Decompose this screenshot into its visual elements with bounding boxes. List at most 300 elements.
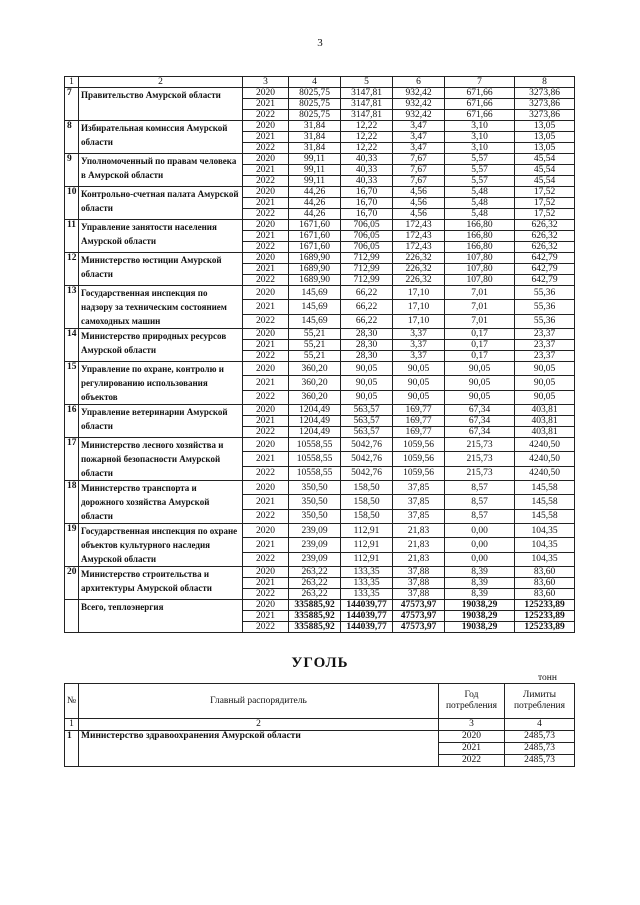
value-cell: 125233,89 <box>515 600 575 611</box>
value-cell: 563,57 <box>341 416 393 427</box>
year-cell: 2022 <box>243 552 289 566</box>
value-cell: 8,57 <box>445 495 515 509</box>
value-cell: 99,11 <box>289 165 341 176</box>
value-cell: 172,43 <box>393 231 445 242</box>
value-cell: 12,22 <box>341 132 393 143</box>
column-header-year: Год потребления <box>439 684 505 719</box>
distributor-name: Министерство природных ресурсов Амурской области <box>79 329 243 362</box>
value-cell: 104,35 <box>515 538 575 552</box>
value-cell: 90,05 <box>445 390 515 404</box>
value-cell: 12,22 <box>341 143 393 154</box>
value-cell: 31,84 <box>289 143 341 154</box>
row-number: 15 <box>65 362 79 405</box>
value-cell: 66,22 <box>341 314 393 328</box>
distributor-name: Государственная инспекция по надзору за техническим состоянием самоходных машин <box>79 286 243 329</box>
value-cell: 3147,81 <box>341 88 393 99</box>
value-cell: 4240,50 <box>515 452 575 466</box>
value-cell: 107,80 <box>445 264 515 275</box>
value-cell: 1689,90 <box>289 264 341 275</box>
value-cell: 166,80 <box>445 242 515 253</box>
value-cell: 5,57 <box>445 165 515 176</box>
year-cell: 2020 <box>243 154 289 165</box>
value-cell: 626,32 <box>515 242 575 253</box>
coal-units-label: тонн <box>538 673 557 683</box>
value-cell: 125233,89 <box>515 622 575 633</box>
value-cell: 8025,75 <box>289 110 341 121</box>
value-cell: 83,60 <box>515 578 575 589</box>
year-cell: 2021 <box>243 416 289 427</box>
value-cell: 44,26 <box>289 198 341 209</box>
value-cell: 932,42 <box>393 110 445 121</box>
value-cell: 335885,92 <box>289 611 341 622</box>
year-cell: 2021 <box>243 198 289 209</box>
value-cell: 45,54 <box>515 154 575 165</box>
value-cell: 5,48 <box>445 187 515 198</box>
value-cell: 263,22 <box>289 578 341 589</box>
value-cell: 1671,60 <box>289 242 341 253</box>
value-cell: 3,37 <box>393 340 445 351</box>
year-cell: 2022 <box>243 509 289 523</box>
value-cell: 10558,55 <box>289 438 341 452</box>
row-number: 17 <box>65 438 79 481</box>
value-cell: 0,17 <box>445 340 515 351</box>
value-cell: 3,37 <box>393 351 445 362</box>
distributor-name: Контрольно-счетная палата Амурской области <box>79 187 243 220</box>
value-cell: 239,09 <box>289 538 341 552</box>
value-cell: 335885,92 <box>289 600 341 611</box>
value-cell: 8,39 <box>445 589 515 600</box>
value-cell: 0,00 <box>445 524 515 538</box>
value-cell: 7,01 <box>445 300 515 314</box>
value-cell: 4,56 <box>393 209 445 220</box>
distributor-name: Управление ветеринарии Амурской области <box>79 405 243 438</box>
table-row <box>65 731 575 743</box>
table-row <box>65 187 575 198</box>
value-cell: 626,32 <box>515 220 575 231</box>
value-cell: 133,35 <box>341 578 393 589</box>
value-cell: 671,66 <box>445 88 515 99</box>
column-index-header: 6 <box>393 77 445 88</box>
value-cell: 1689,90 <box>289 253 341 264</box>
value-cell: 37,88 <box>393 567 445 578</box>
year-cell: 2022 <box>243 427 289 438</box>
distributor-name: Управление по охране, контролю и регулированию использования объектов <box>79 362 243 405</box>
value-cell: 226,32 <box>393 275 445 286</box>
year-cell: 2022 <box>243 622 289 633</box>
value-cell: 671,66 <box>445 110 515 121</box>
value-cell: 7,01 <box>445 286 515 300</box>
distributor-name: Уполномоченный по правам человека в Амурской области <box>79 154 243 187</box>
year-cell: 2020 <box>243 524 289 538</box>
value-cell: 5,48 <box>445 209 515 220</box>
coal-limits-table <box>64 683 575 767</box>
value-cell: 28,30 <box>341 329 393 340</box>
value-cell: 90,05 <box>515 390 575 404</box>
value-cell: 1671,60 <box>289 220 341 231</box>
value-cell: 37,85 <box>393 495 445 509</box>
value-cell: 67,34 <box>445 427 515 438</box>
column-index-header: 1 <box>65 719 79 731</box>
value-cell: 8025,75 <box>289 88 341 99</box>
value-cell: 55,21 <box>289 329 341 340</box>
year-cell: 2020 <box>439 731 505 743</box>
value-cell: 5,57 <box>445 176 515 187</box>
column-index-header: 2 <box>79 719 439 731</box>
value-cell: 145,69 <box>289 300 341 314</box>
distributor-name: Всего, теплоэнергия <box>79 600 243 633</box>
value-cell: 21,83 <box>393 538 445 552</box>
value-cell: 5,57 <box>445 154 515 165</box>
column-header-limits: Лимиты потребления <box>505 684 575 719</box>
value-cell: 145,58 <box>515 481 575 495</box>
value-cell: 0,17 <box>445 351 515 362</box>
value-cell: 350,50 <box>289 481 341 495</box>
value-cell: 55,21 <box>289 351 341 362</box>
row-number: 12 <box>65 253 79 286</box>
year-cell: 2020 <box>243 405 289 416</box>
value-cell: 0,17 <box>445 329 515 340</box>
value-cell: 90,05 <box>515 376 575 390</box>
value-cell: 2485,73 <box>505 731 575 743</box>
value-cell: 403,81 <box>515 416 575 427</box>
column-index-header: 5 <box>341 77 393 88</box>
value-cell: 125233,89 <box>515 611 575 622</box>
value-cell: 642,79 <box>515 264 575 275</box>
value-cell: 66,22 <box>341 300 393 314</box>
value-cell: 23,37 <box>515 340 575 351</box>
row-number <box>65 600 79 633</box>
heat-energy-limits-table <box>64 76 575 633</box>
column-index-header: 8 <box>515 77 575 88</box>
distributor-name: Министерство здравоохранения Амурской области <box>79 731 439 767</box>
year-cell: 2020 <box>243 187 289 198</box>
value-cell: 8025,75 <box>289 99 341 110</box>
table-header-row <box>65 77 575 88</box>
year-cell: 2021 <box>243 264 289 275</box>
table-row <box>65 286 575 300</box>
value-cell: 4,56 <box>393 198 445 209</box>
row-number: 9 <box>65 154 79 187</box>
column-index-header: 1 <box>65 77 79 88</box>
year-cell: 2020 <box>243 567 289 578</box>
value-cell: 3147,81 <box>341 99 393 110</box>
value-cell: 4,56 <box>393 187 445 198</box>
distributor-name: Министерство транспорта и дорожного хозяйства Амурской области <box>79 481 243 524</box>
year-cell: 2021 <box>243 132 289 143</box>
value-cell: 133,35 <box>341 567 393 578</box>
value-cell: 90,05 <box>393 362 445 376</box>
year-cell: 2020 <box>243 121 289 132</box>
year-cell: 2021 <box>243 300 289 314</box>
table-row <box>65 438 575 452</box>
value-cell: 37,88 <box>393 589 445 600</box>
value-cell: 3,10 <box>445 143 515 154</box>
value-cell: 7,01 <box>445 314 515 328</box>
value-cell: 3,37 <box>393 329 445 340</box>
column-index-header: 2 <box>79 77 243 88</box>
value-cell: 37,88 <box>393 578 445 589</box>
value-cell: 3147,81 <box>341 110 393 121</box>
value-cell: 12,22 <box>341 121 393 132</box>
year-cell: 2021 <box>243 99 289 110</box>
value-cell: 112,91 <box>341 524 393 538</box>
value-cell: 40,33 <box>341 154 393 165</box>
value-cell: 104,35 <box>515 552 575 566</box>
column-header-number: № <box>65 684 79 719</box>
year-cell: 2022 <box>243 314 289 328</box>
value-cell: 44,26 <box>289 209 341 220</box>
value-cell: 335885,92 <box>289 622 341 633</box>
value-cell: 145,58 <box>515 495 575 509</box>
table-row <box>65 600 575 611</box>
value-cell: 55,36 <box>515 300 575 314</box>
value-cell: 7,67 <box>393 165 445 176</box>
value-cell: 360,20 <box>289 362 341 376</box>
value-cell: 215,73 <box>445 438 515 452</box>
value-cell: 158,50 <box>341 509 393 523</box>
year-cell: 2021 <box>243 340 289 351</box>
value-cell: 626,32 <box>515 231 575 242</box>
value-cell: 19038,29 <box>445 611 515 622</box>
value-cell: 13,05 <box>515 143 575 154</box>
year-cell: 2022 <box>243 110 289 121</box>
row-number: 19 <box>65 524 79 567</box>
value-cell: 10558,55 <box>289 452 341 466</box>
value-cell: 215,73 <box>445 466 515 480</box>
year-cell: 2021 <box>243 495 289 509</box>
value-cell: 23,37 <box>515 329 575 340</box>
year-cell: 2021 <box>243 231 289 242</box>
value-cell: 99,11 <box>289 154 341 165</box>
value-cell: 5,48 <box>445 198 515 209</box>
value-cell: 37,85 <box>393 481 445 495</box>
row-number: 16 <box>65 405 79 438</box>
row-number: 8 <box>65 121 79 154</box>
year-cell: 2020 <box>243 481 289 495</box>
value-cell: 107,80 <box>445 253 515 264</box>
value-cell: 8,39 <box>445 578 515 589</box>
year-cell: 2022 <box>243 143 289 154</box>
value-cell: 706,05 <box>341 242 393 253</box>
value-cell: 83,60 <box>515 567 575 578</box>
value-cell: 16,70 <box>341 187 393 198</box>
value-cell: 3,10 <box>445 132 515 143</box>
value-cell: 642,79 <box>515 253 575 264</box>
column-index-header: 3 <box>243 77 289 88</box>
value-cell: 90,05 <box>445 376 515 390</box>
value-cell: 642,79 <box>515 275 575 286</box>
value-cell: 90,05 <box>393 376 445 390</box>
coal-header-row <box>65 684 575 719</box>
table-row <box>65 253 575 264</box>
value-cell: 90,05 <box>341 390 393 404</box>
distributor-name: Правительство Амурской области <box>79 88 243 121</box>
value-cell: 28,30 <box>341 351 393 362</box>
year-cell: 2021 <box>439 743 505 755</box>
year-cell: 2021 <box>243 611 289 622</box>
value-cell: 45,54 <box>515 165 575 176</box>
row-number: 10 <box>65 187 79 220</box>
row-number: 13 <box>65 286 79 329</box>
year-cell: 2022 <box>243 351 289 362</box>
value-cell: 37,85 <box>393 509 445 523</box>
value-cell: 350,50 <box>289 495 341 509</box>
value-cell: 90,05 <box>445 362 515 376</box>
column-index-header: 4 <box>289 77 341 88</box>
year-cell: 2021 <box>243 452 289 466</box>
year-cell: 2020 <box>243 600 289 611</box>
value-cell: 3273,86 <box>515 88 575 99</box>
value-cell: 8,39 <box>445 567 515 578</box>
table-row <box>65 481 575 495</box>
value-cell: 1204,49 <box>289 427 341 438</box>
year-cell: 2021 <box>243 538 289 552</box>
value-cell: 31,84 <box>289 121 341 132</box>
value-cell: 166,80 <box>445 231 515 242</box>
table-row <box>65 329 575 340</box>
distributor-name: Избирательная комиссия Амурской области <box>79 121 243 154</box>
value-cell: 712,99 <box>341 253 393 264</box>
value-cell: 169,77 <box>393 416 445 427</box>
value-cell: 263,22 <box>289 567 341 578</box>
value-cell: 3,10 <box>445 121 515 132</box>
value-cell: 1204,49 <box>289 416 341 427</box>
year-cell: 2021 <box>243 578 289 589</box>
value-cell: 104,35 <box>515 524 575 538</box>
value-cell: 0,00 <box>445 552 515 566</box>
value-cell: 169,77 <box>393 405 445 416</box>
value-cell: 47573,97 <box>393 622 445 633</box>
value-cell: 47573,97 <box>393 600 445 611</box>
value-cell: 169,77 <box>393 427 445 438</box>
value-cell: 40,33 <box>341 165 393 176</box>
value-cell: 4240,50 <box>515 438 575 452</box>
value-cell: 226,32 <box>393 253 445 264</box>
value-cell: 172,43 <box>393 220 445 231</box>
value-cell: 360,20 <box>289 376 341 390</box>
value-cell: 5042,76 <box>341 452 393 466</box>
distributor-name: Государственная инспекция по охране объектов культурного наследия Амурской области <box>79 524 243 567</box>
table-row <box>65 220 575 231</box>
value-cell: 17,52 <box>515 198 575 209</box>
distributor-name: Министерство юстиции Амурской области <box>79 253 243 286</box>
year-cell: 2020 <box>243 220 289 231</box>
value-cell: 83,60 <box>515 589 575 600</box>
value-cell: 17,10 <box>393 286 445 300</box>
value-cell: 563,57 <box>341 405 393 416</box>
value-cell: 671,66 <box>445 99 515 110</box>
value-cell: 706,05 <box>341 231 393 242</box>
value-cell: 0,00 <box>445 538 515 552</box>
value-cell: 932,42 <box>393 88 445 99</box>
table-row <box>65 524 575 538</box>
year-cell: 2022 <box>243 242 289 253</box>
value-cell: 144039,77 <box>341 600 393 611</box>
coal-section-title: УГОЛЬ <box>291 655 349 671</box>
value-cell: 16,70 <box>341 209 393 220</box>
value-cell: 40,33 <box>341 176 393 187</box>
value-cell: 3,47 <box>393 143 445 154</box>
column-header-distributor: Главный распорядитель <box>79 684 439 719</box>
value-cell: 3,47 <box>393 132 445 143</box>
value-cell: 712,99 <box>341 275 393 286</box>
value-cell: 932,42 <box>393 99 445 110</box>
value-cell: 144039,77 <box>341 611 393 622</box>
value-cell: 3273,86 <box>515 110 575 121</box>
year-cell: 2022 <box>243 466 289 480</box>
distributor-name: Министерство лесного хозяйства и пожарной безопасности Амурской области <box>79 438 243 481</box>
value-cell: 145,58 <box>515 509 575 523</box>
value-cell: 3,47 <box>393 121 445 132</box>
value-cell: 350,50 <box>289 509 341 523</box>
value-cell: 112,91 <box>341 538 393 552</box>
value-cell: 145,69 <box>289 314 341 328</box>
value-cell: 403,81 <box>515 427 575 438</box>
value-cell: 3273,86 <box>515 99 575 110</box>
value-cell: 28,30 <box>341 340 393 351</box>
value-cell: 90,05 <box>515 362 575 376</box>
year-cell: 2022 <box>243 176 289 187</box>
value-cell: 706,05 <box>341 220 393 231</box>
year-cell: 2022 <box>243 589 289 600</box>
value-cell: 263,22 <box>289 589 341 600</box>
value-cell: 112,91 <box>341 552 393 566</box>
value-cell: 23,37 <box>515 351 575 362</box>
page-number: 3 <box>317 37 323 49</box>
value-cell: 215,73 <box>445 452 515 466</box>
value-cell: 67,34 <box>445 405 515 416</box>
value-cell: 166,80 <box>445 220 515 231</box>
value-cell: 55,21 <box>289 340 341 351</box>
row-number: 11 <box>65 220 79 253</box>
value-cell: 90,05 <box>341 362 393 376</box>
value-cell: 1059,56 <box>393 438 445 452</box>
row-number: 1 <box>65 731 79 767</box>
value-cell: 239,09 <box>289 524 341 538</box>
value-cell: 239,09 <box>289 552 341 566</box>
column-index-header: 3 <box>439 719 505 731</box>
value-cell: 99,11 <box>289 176 341 187</box>
value-cell: 145,69 <box>289 286 341 300</box>
year-cell: 2022 <box>243 209 289 220</box>
value-cell: 1689,90 <box>289 275 341 286</box>
year-cell: 2020 <box>243 253 289 264</box>
row-number: 20 <box>65 567 79 600</box>
value-cell: 1671,60 <box>289 231 341 242</box>
value-cell: 563,57 <box>341 427 393 438</box>
value-cell: 17,52 <box>515 187 575 198</box>
value-cell: 7,67 <box>393 176 445 187</box>
table-row <box>65 362 575 376</box>
table-row <box>65 567 575 578</box>
year-cell: 2020 <box>243 329 289 340</box>
row-number: 18 <box>65 481 79 524</box>
value-cell: 44,26 <box>289 187 341 198</box>
value-cell: 2485,73 <box>505 755 575 767</box>
value-cell: 21,83 <box>393 552 445 566</box>
row-number: 14 <box>65 329 79 362</box>
value-cell: 133,35 <box>341 589 393 600</box>
year-cell: 2020 <box>243 438 289 452</box>
value-cell: 1204,49 <box>289 405 341 416</box>
value-cell: 55,36 <box>515 286 575 300</box>
value-cell: 1059,56 <box>393 452 445 466</box>
value-cell: 19038,29 <box>445 600 515 611</box>
value-cell: 4240,50 <box>515 466 575 480</box>
value-cell: 1059,56 <box>393 466 445 480</box>
value-cell: 16,70 <box>341 198 393 209</box>
value-cell: 90,05 <box>341 376 393 390</box>
